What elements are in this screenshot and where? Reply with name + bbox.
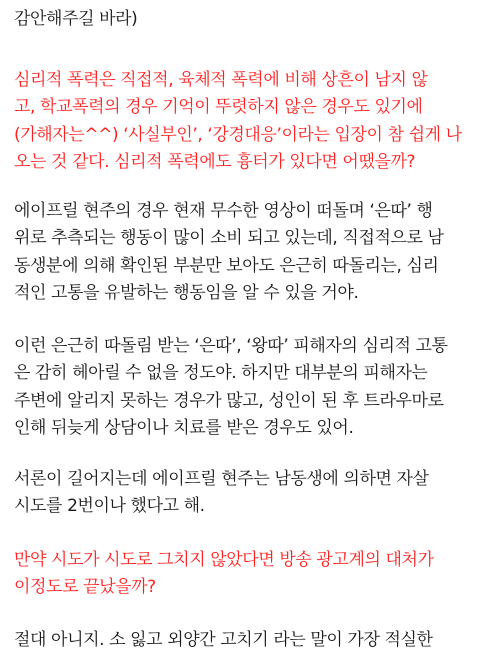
paragraph-line: 이정도로 끝났을까? [14,577,156,597]
paragraph-line: 시도를 2번이나 했다고 해. [14,496,205,516]
paragraph-line: 심리적 폭력은 직접적, 육체적 폭력에 비해 상흔이 남지 않 [14,70,428,90]
paragraph-line: 은 감히 헤아릴 수 없을 정도야. 하지만 대부분의 피해자는 [14,363,428,383]
paragraph-line: 동생분에 의해 확인된 부분만 보아도 은근히 따돌리는, 심리 [14,256,439,276]
paragraph-line: 주변에 알리지 못하는 경우가 많고, 성인이 된 후 트라우마로 [14,391,444,411]
paragraph-line: 오는 것 같다. 심리적 폭력에도 흉터가 있다면 어땠을까? [14,152,416,172]
paragraph-line: 만약 시도가 시도로 그치지 않았다면 방송 광고계의 대처가 [14,550,434,570]
paragraph-line: 에이프릴 현주의 경우 현재 무수한 영상이 떠돌며 ‘은따’ 행 [14,201,433,221]
paragraph-line: 이런 은근히 따돌림 받는 ‘은따’, ‘왕따’ 피해자의 심리적 고통 [14,336,448,356]
paragraph-line: 서론이 길어지는데 에이프릴 현주는 남동생에 의하면 자살 [14,469,429,489]
paragraph-line: 고, 학교폭력의 경우 기억이 뚜렷하지 않은 경우도 있기에 [14,97,423,117]
paragraph-line: 위로 추측되는 행동이 많이 소비 되고 있는데, 직접적으로 남 [14,228,444,248]
paragraph-line: 적인 고통을 유발하는 행동임을 알 수 있을 거야. [14,283,359,303]
paragraph-line: (가해자는^^) ‘사실부인’, ‘강경대응’이라는 입장이 참 쉽게 나 [14,125,462,145]
intro-line: 감안해주길 바라) [14,9,138,29]
paragraph-line: 인해 뒤늦게 상담이나 치료를 받은 경우도 있어. [14,418,354,438]
paragraph-line: 절대 아니지. 소 잃고 외양간 고치기 라는 말이 가장 적실한 [14,630,433,650]
